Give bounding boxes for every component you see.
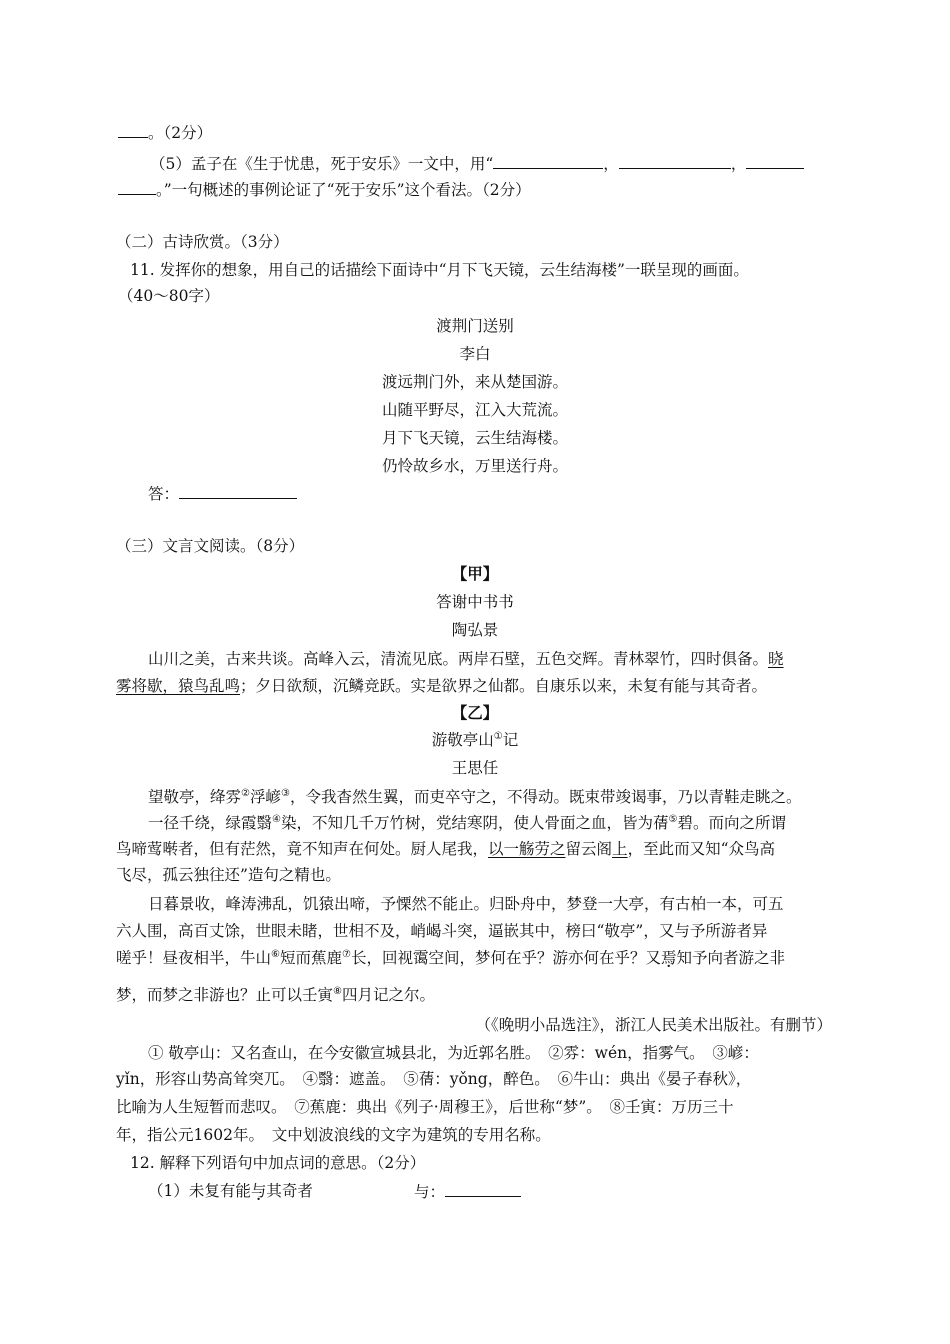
passage-text: ，令我杳然生翼，而吏卒守之，不得动。既束带竣谒事，乃以青鞋走眺之。 xyxy=(289,788,802,806)
underlined-phrase: 晓 xyxy=(768,650,784,668)
passage-b-line xyxy=(148,786,801,808)
passage-b-line: 日暮景收，峰涛沸乱，饥猿出啼，予慄然不能止。归卧舟中，梦登一大亭，有古柏一本，可五 xyxy=(148,895,784,913)
passage-text: 梦，而梦之非游也？止可以壬寅 xyxy=(116,986,334,1004)
poem-line: 月下飞天镜，云生结海楼。 xyxy=(381,429,568,447)
q10-5-comma: ， xyxy=(603,155,619,173)
footnote-line: 年，指公元1602年。 文中划波浪线的文字为建筑的专用名称。 xyxy=(116,1126,551,1144)
passage-b-line xyxy=(116,947,785,969)
poem-line: 山随平野尽，江入大荒流。 xyxy=(381,401,568,419)
passage-b-title xyxy=(0,729,950,751)
passage-text: 留云阁 xyxy=(565,840,613,858)
q10-5-comma: ， xyxy=(730,155,747,173)
underlined-phrase: 雾将歇，猿鸟乱鸣 xyxy=(116,677,241,695)
q11-answer xyxy=(148,482,297,505)
footnote-marker: ① xyxy=(493,730,503,742)
passage-text: 碧。而向之所谓 xyxy=(677,814,786,832)
passage-a-author: 陶弘景 xyxy=(451,621,499,639)
passage-a-line xyxy=(116,675,767,697)
item-text: 其奇者 xyxy=(266,1182,313,1200)
q10-tail-text: 。（2分） xyxy=(148,124,213,142)
answer-blank[interactable] xyxy=(493,152,603,169)
footnote-marker: ⑥ xyxy=(271,948,280,960)
answer-blank[interactable] xyxy=(179,482,297,499)
passage-a-title: 答谢中书书 xyxy=(436,593,514,611)
footnote-line: 比喻为人生短暂而悲叹。 ⑦蕉鹿：典出《列子·周穆王》，后世称“梦”。 ⑧壬寅：万历三十 xyxy=(116,1098,734,1116)
underlined-phrase: 上 xyxy=(612,840,628,858)
dotted-word: 焉 xyxy=(660,949,677,967)
passage-source: （《晚明小品选注》，浙江人民美术出版社。有删节） xyxy=(475,1016,832,1034)
poem-line: 仍怜故乡水，万里送行舟。 xyxy=(381,457,568,475)
q12-item1-answer xyxy=(414,1180,521,1203)
title-text: 游敬亭山 xyxy=(431,731,494,749)
passage-text: ；夕日欲颓，沉鳞竞跃。实是欲界之仙都。自康乐以来，未复有能与其奇者。 xyxy=(240,677,768,695)
item-text: （1）未复有能 xyxy=(148,1182,251,1200)
q10-5-prefix: （5）孟子在《生于忧患，死于安乐》一文中，用“ xyxy=(150,155,494,173)
passage-b-line xyxy=(148,812,786,834)
footnote-line: yǐn，形容山势高耸突兀。 ④翳：遮盖。 ⑤蒨：yǒng，醉色。 ⑥牛山：典出《晏子春秋》， xyxy=(116,1070,752,1088)
poem-line: 渡远荆门外，来从楚国游。 xyxy=(381,373,568,391)
dotted-word: 与 xyxy=(250,1182,267,1200)
q12-stem: 12. 解释下列语句中加点词的意思。（2分） xyxy=(130,1154,426,1172)
passage-b-label: 【乙】 xyxy=(451,703,499,722)
answer-label: 答： xyxy=(148,485,180,503)
passage-a-label: 【甲】 xyxy=(451,564,499,583)
passage-text: 四月记之尔。 xyxy=(341,986,435,1004)
passage-text: 长，回视霭空间，梦何在乎？游亦何在乎？又 xyxy=(350,949,661,967)
passage-text: 短而蕉鹿 xyxy=(279,949,342,967)
passage-b-line: 六人围，高百丈馀，世眼未睹，世相不及，峭嵑斗突，逼嵌其中，榜曰“敬亭”，又与予所游者异 xyxy=(116,922,768,940)
q10-5-line2 xyxy=(118,178,531,201)
poem-title: 渡荆门送别 xyxy=(436,317,514,335)
passage-text: 一径千绕，绿霞翳 xyxy=(148,814,273,832)
passage-b-author: 王思任 xyxy=(451,759,499,777)
footnote-marker: ⑦ xyxy=(342,948,351,960)
passage-text: 嗟乎！昼夜相半，牛山 xyxy=(116,949,272,967)
passage-b-line xyxy=(116,984,435,1006)
passage-text: 知予向者游之非 xyxy=(676,949,786,967)
answer-blank[interactable] xyxy=(445,1180,521,1197)
passage-text: 浮嵃 xyxy=(249,788,281,806)
q10-5-line1 xyxy=(150,152,804,175)
passage-b-line: 飞尽，孤云独往还”造句之精也。 xyxy=(116,866,341,884)
passage-text: 染，不知几千万竹树，党结寒阴，使人骨面之血，皆为蒨 xyxy=(280,814,669,832)
answer-label: 与： xyxy=(414,1183,446,1201)
q12-item1 xyxy=(148,1180,313,1202)
q10-5-suffix: 。”一句概述的事例论证了“死于安乐”这个看法。（2分） xyxy=(156,181,531,199)
q11-stem: 11. 发挥你的想象，用自己的话描绘下面诗中“月下飞天镜，云生结海楼”一联呈现的画面。 xyxy=(130,261,749,279)
passage-text: 鸟啼莺啭者，但有茫然，竟不知声在何处。厨人尾我， xyxy=(116,840,489,858)
footnote-marker: ④ xyxy=(272,813,281,825)
poem-author: 李白 xyxy=(459,345,491,363)
q10-tail xyxy=(118,121,212,144)
section2-heading: （二）古诗欣赏。（3分） xyxy=(116,233,289,251)
passage-b-line xyxy=(116,838,775,860)
answer-blank[interactable] xyxy=(746,152,804,169)
footnote-marker: ③ xyxy=(281,787,290,799)
answer-blank[interactable] xyxy=(619,152,731,169)
q11-word-count: （40～80字） xyxy=(118,287,220,305)
section3-heading: （三）文言文阅读。（8分） xyxy=(116,537,305,555)
underlined-phrase: 以一觞劳之 xyxy=(488,840,566,858)
passage-text: 望敬亭，绛雰 xyxy=(148,788,242,806)
footnote-marker: ⑧ xyxy=(333,985,342,997)
passage-text: ，至此而又知“众鸟高 xyxy=(627,840,775,858)
footnote-marker: ② xyxy=(241,787,250,799)
footnote-line: ① 敬亭山：又名查山，在今安徽宣城县北，为近郭名胜。 ②雰：wén，指雾气。 ③嵃： xyxy=(148,1044,759,1062)
answer-blank[interactable] xyxy=(118,121,148,138)
passage-text: 山川之美，古来共谈。高峰入云，清流见底。两岸石壁，五色交辉。青林翠竹，四时俱备。 xyxy=(148,650,769,668)
answer-blank[interactable] xyxy=(118,178,156,195)
title-text: 记 xyxy=(502,731,519,749)
passage-a-line xyxy=(148,648,784,670)
footnote-marker: ⑤ xyxy=(668,813,678,825)
